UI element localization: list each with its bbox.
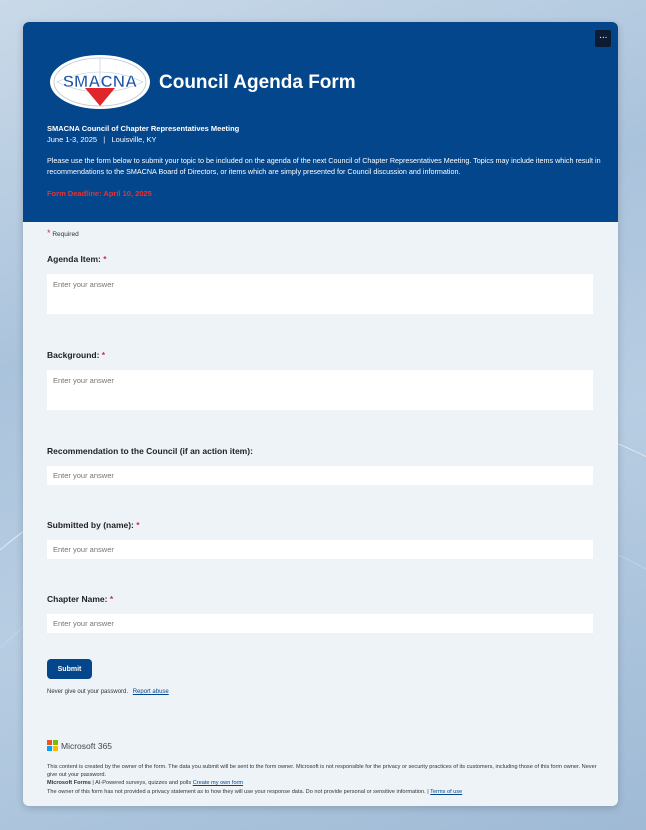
footer-disclaimer: This content is created by the owner of the form. The data you submit will be sent to the form owner. Microsoft is not responsible for the privacy or security practices of its customers, including those of this form owner. Never give out your password. (47, 764, 597, 779)
question-background (47, 350, 593, 410)
required-star: * (101, 350, 106, 360)
question-label: Background: * (47, 350, 106, 360)
recommendation-input[interactable] (47, 466, 593, 485)
question-chapter-name (47, 594, 593, 633)
question-label: Agenda Item: * (47, 254, 107, 264)
terms-of-use-link[interactable]: Terms of use (430, 788, 463, 795)
footer-forms-line (47, 779, 597, 787)
footer-text (47, 763, 597, 796)
required-star: * (103, 254, 107, 264)
form-header (23, 22, 618, 222)
submitted-by-input[interactable] (47, 540, 593, 559)
microsoft-365-brand (47, 740, 112, 751)
microsoft-logo-icon (47, 740, 58, 751)
required-star: * (136, 520, 140, 530)
password-note (47, 689, 169, 695)
submit-button[interactable]: Submit (47, 659, 92, 679)
required-note (47, 228, 79, 238)
create-form-link[interactable]: Create my own form (192, 780, 244, 787)
password-note-text: Never give out your password. (47, 689, 129, 695)
chapter-name-input[interactable] (47, 614, 593, 633)
agenda-item-input[interactable] (47, 274, 593, 314)
meeting-name: SMACNA Council of Chapter Representatives Meeting (47, 124, 240, 133)
svg-text:SMACNA: SMACNA (62, 72, 138, 91)
required-note-text: Required (52, 231, 79, 238)
question-submitted-by (47, 520, 593, 559)
form-description: Please use the form below to submit your topic to be included on the agenda of the next Council of Chapter Representatives Meeting. Topics may include items which result in recommendations to the SMACNA Board of Directors, or items which are simply presented for Council discussion and information. (47, 156, 601, 176)
forms-tagline: | AI-Powered surveys, quizzes and polls (90, 780, 193, 787)
report-abuse-link[interactable]: Report abuse (132, 689, 169, 695)
required-star: * (47, 228, 51, 238)
forms-name: Microsoft Forms (47, 780, 91, 787)
question-label: Chapter Name: * (47, 594, 114, 604)
background-input[interactable] (47, 370, 593, 410)
brand-name: Microsoft 365 (61, 740, 113, 751)
form-card (23, 22, 618, 806)
question-agenda-item (47, 254, 593, 314)
required-star: * (109, 594, 114, 604)
meeting-date: June 1-3, 2025 | Louisville, KY (47, 135, 157, 144)
more-options-button[interactable]: ··· (595, 30, 611, 47)
form-title: Council Agenda Form (159, 72, 356, 93)
footer-privacy-line (47, 788, 597, 796)
smacna-logo (49, 54, 151, 110)
question-label: Submitted by (name): * (47, 520, 140, 530)
question-recommendation (47, 446, 593, 485)
privacy-note: The owner of this form has not provided a privacy statement as to how they will use your response data. Do not provide personal or sensitive information. | (47, 788, 431, 795)
question-label: Recommendation to the Council (if an action item): (47, 446, 253, 456)
form-deadline: Form Deadline: April 10, 2025 (47, 189, 152, 198)
